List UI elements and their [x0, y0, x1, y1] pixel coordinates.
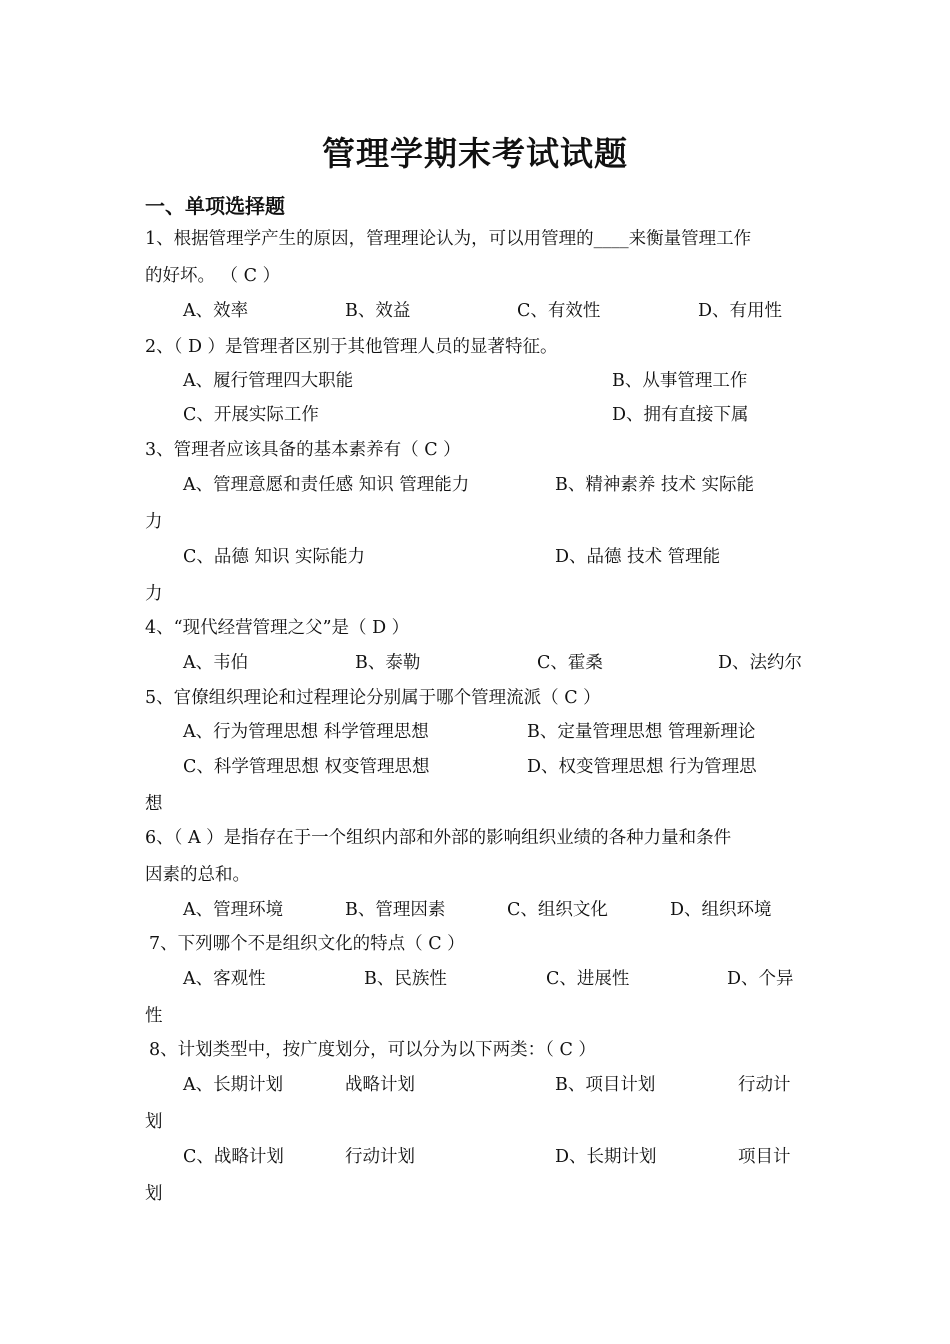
question-8-option-b-wrap: 划 — [145, 1112, 163, 1132]
question-3-option-a: A、管理意愿和责任感 知识 管理能力 — [183, 475, 470, 495]
page-title: 管理学期末考试试题 — [322, 134, 628, 173]
question-4-option-a: A、韦伯 — [183, 653, 249, 673]
question-3-option-b-wrap: 力 — [145, 512, 163, 532]
question-6-option-b: B、管理因素 — [345, 900, 446, 920]
question-6-stem-cont: 因素的总和。 — [145, 865, 250, 885]
question-3-option-c: C、品德 知识 实际能力 — [183, 547, 366, 567]
question-2-option-b: B、从事管理工作 — [612, 371, 748, 391]
question-7-option-d: D、个异 — [727, 969, 794, 989]
question-1-option-b: B、效益 — [345, 301, 411, 321]
question-7-option-d-wrap: 性 — [145, 1006, 163, 1026]
question-2-option-d: D、拥有直接下属 — [612, 405, 749, 425]
question-8-option-d-wrap: 划 — [145, 1184, 163, 1204]
question-6-option-a: A、管理环境 — [183, 900, 284, 920]
question-7-stem: 7、下列哪个不是组织文化的特点（ C ） — [149, 934, 465, 954]
question-8-option-d-second: 项目计 — [738, 1147, 791, 1167]
question-6-option-d: D、组织环境 — [670, 900, 772, 920]
question-2-stem: 2、（ D ）是管理者区别于其他管理人员的显著特征。 — [145, 337, 558, 357]
question-1-stem: 1、根据管理学产生的原因，管理理论认为，可以用管理的____来衡量管理工作 — [145, 229, 752, 249]
question-3-option-b: B、精神素养 技术 实际能 — [555, 475, 754, 495]
question-1-option-d: D、有用性 — [698, 301, 783, 321]
question-6-option-c: C、组织文化 — [507, 900, 608, 920]
question-5-option-b: B、定量管理思想 管理新理论 — [527, 722, 756, 742]
question-1-stem-cont: 的好坏。 （ C ） — [145, 266, 281, 286]
question-2-option-c: C、开展实际工作 — [183, 405, 319, 425]
question-1-option-a: A、效率 — [183, 301, 249, 321]
question-2-option-a: A、履行管理四大职能 — [183, 371, 354, 391]
question-5-option-c: C、科学管理思想 权变管理思想 — [183, 757, 430, 777]
question-5-option-d-wrap: 想 — [145, 794, 163, 814]
question-1-option-c: C、有效性 — [517, 301, 601, 321]
question-8-option-c-second: 行动计划 — [345, 1147, 415, 1167]
question-8-option-a-second: 战略计划 — [345, 1075, 415, 1095]
question-8-stem: 8、计划类型中，按广度划分，可以分为以下两类：（ C ） — [149, 1040, 596, 1060]
question-7-option-b: B、民族性 — [364, 969, 447, 989]
question-5-option-d: D、权变管理思想 行为管理思 — [527, 757, 757, 777]
question-6-stem: 6、（ A ）是指存在于一个组织内部和外部的影响组织业绩的各种力量和条件 — [145, 828, 732, 848]
question-3-option-d: D、品德 技术 管理能 — [555, 547, 721, 567]
question-7-option-c: C、进展性 — [546, 969, 630, 989]
question-8-option-a: A、长期计划 — [183, 1075, 284, 1095]
question-3-stem: 3、管理者应该具备的基本素养有（ C ） — [145, 440, 461, 460]
question-8-option-d: D、长期计划 — [555, 1147, 657, 1167]
question-8-option-c: C、战略计划 — [183, 1147, 284, 1167]
question-4-option-b: B、泰勒 — [355, 653, 421, 673]
question-4-option-d: D、法约尔 — [718, 653, 803, 673]
question-4-option-c: C、霍桑 — [537, 653, 603, 673]
question-5-option-a: A、行为管理思想 科学管理思想 — [183, 722, 429, 742]
section-heading: 一、单项选择题 — [145, 194, 285, 218]
question-8-option-b-second: 行动计 — [738, 1075, 791, 1095]
question-4-stem: 4、“现代经营管理之父”是（ D ） — [145, 618, 410, 638]
question-5-stem: 5、官僚组织理论和过程理论分别属于哪个管理流派（ C ） — [145, 688, 601, 708]
question-3-option-d-wrap: 力 — [145, 584, 163, 604]
question-7-option-a: A、客观性 — [183, 969, 266, 989]
question-8-option-b: B、项目计划 — [555, 1075, 656, 1095]
